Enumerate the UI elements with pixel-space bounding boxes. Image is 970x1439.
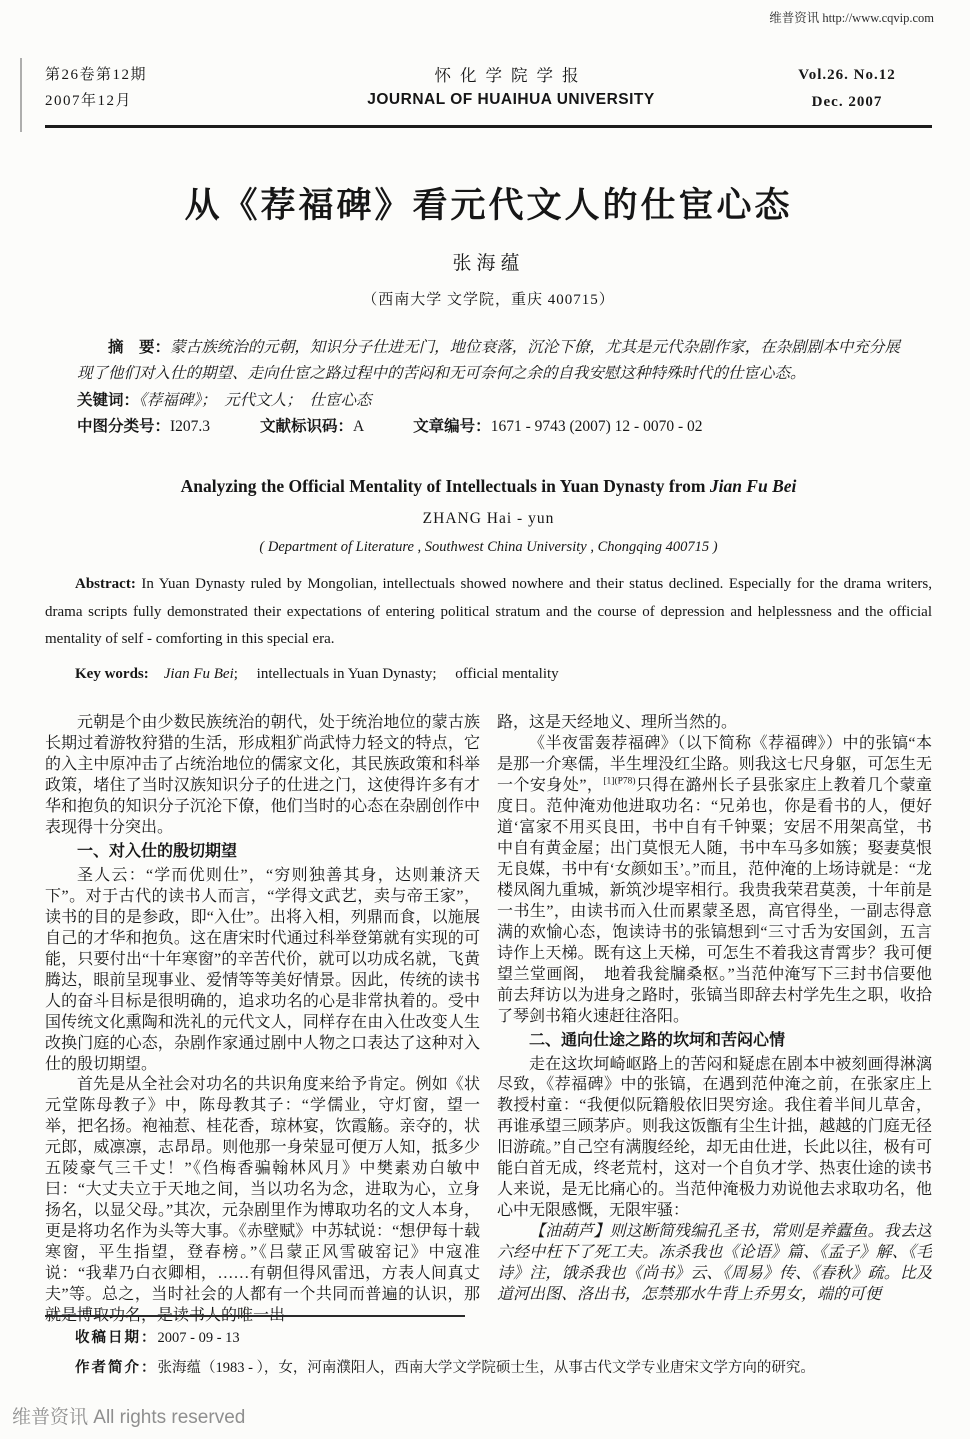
doc-code-label: 文献标识码： <box>259 418 353 436</box>
keywords-text: 《荐福碑》； 元代文人； 仕宦心态 <box>139 391 372 409</box>
clc-value: I207.3 <box>170 418 211 436</box>
article-body <box>45 713 932 1356</box>
chinese-abstract-block <box>77 335 900 440</box>
doc-code-value: A <box>352 418 364 436</box>
classification-line <box>77 414 900 440</box>
cqvip-watermark-top: 维普资讯 http://www.cqvip.com <box>769 11 934 25</box>
abstract-label: 摘 要： <box>108 339 171 356</box>
paragraph-intro: 元朝是个由少数民族统治的朝代，处于统治地位的蒙古族长期过着游牧狩猎的生活，形成粗犷尚武恃力轻文的特点，它的入主中原冲击了占统治地位的儒家文化，其民族政策和科举政策，堵住了当时汉族知识分子的仕进之门，这使得许多有才华和抱负的知识分子沉沦下僚，他们当时的心态在杂剧创作中表现得十分突出。 <box>45 714 480 837</box>
article-id-label: 文章编号： <box>413 418 491 436</box>
paragraph-text: 只得在潞州长子县张家庄上教着几个蒙童度日。范仲淹劝他进取功名：“兄弟也，你是看书的人，便好道‘富家不用买良田，书中自有千钟粟；安居不用架高堂，书中自有黄金屋；出门莫恨无人随，书中车马多如簇；娶妻莫恨无良媒，书中有‘女颜如玉’。”而且，范仲淹的上场诗就是：“龙楼凤阁九重城，新筑沙堤宰相行。我贵我荣君莫羡，十年前是一书生”，由读书而入仕而累蒙圣恩，高官得坐，一副志得意满的欢愉心态，饱读诗书的张镐想到“三寸舌为安国剑，五言诗作上天梯。既有这上天梯，可怎生不着我这青霄步？我可便望兰堂画阁， 地着我瓮牖桑枢。”当范仲淹写下三封书信要他前去拜访以为进身之路时，张镐当即辞去村学先生之职，收拾了琴剑书箱火速赶往洛阳。 <box>497 777 932 1025</box>
paragraph-continuation: 路，这是天经地义、理所当然的。 <box>497 714 738 732</box>
keywords-label: 关键词： <box>77 391 140 409</box>
section-heading-2: 二、通向仕途之路的坎坷和苦闷心情 <box>529 1031 786 1049</box>
english-affiliation: ( Department of Literature , Southwest China University , Chongqing 400715 ) <box>259 539 718 556</box>
footnote-rule <box>45 1315 465 1317</box>
cqvip-watermark-bottom: 维普资讯 All rights reserved <box>12 1407 246 1428</box>
paragraph: 首先是从全社会对功名的共识角度来给予肯定。例如《状元堂陈母教子》中，陈母教其子：“学儒业，守灯窗，望一举，把名扬。袍袖惹、桂花香，琼林宴，饮霞觞。亲夺的，状元郎，威凛凛，志昂昂。则他那一身荣显可便万人知，抵多少五陵豪气三千丈！”《㑇梅香骗翰林风月》中樊素劝白敏中曰：“大丈夫立于天地之间，当以功名为念，进取为心，立身扬名，以显父母。”其次，元杂剧里作为博取功名的文人本身，更是将功名作为头等大事。《赤壁赋》中苏轼说：“想伊每十载寒窗，平生指望，登春榜。”《吕蒙正风雪破窑记》中寇准说：“我辈乃白衣卿相，……有朝但得风雷迅，方表人间真丈夫”等。总之，当时社会的人都有一个共同而普遍的认识，那就是博取功名，是读书人的唯一出 <box>45 1076 480 1324</box>
journal-name-cn: 怀化学院学报 <box>434 66 588 85</box>
english-title <box>45 476 932 497</box>
citation-superscript: [1](P78) <box>603 776 636 787</box>
journal-issue-en: Vol.26. No.12 <box>798 67 896 83</box>
header-volume-block <box>762 62 932 116</box>
journal-issue-cn: 第26卷第12期 <box>45 67 148 83</box>
english-author: ZHANG Hai - yun <box>422 510 555 528</box>
abstract-paragraph <box>77 335 900 388</box>
english-meta-block <box>45 476 932 683</box>
paragraph: 圣人云：“学而优则仕”，“穷则独善其身，达则兼济天下”。对于古代的读书人而言，“学得文武艺，卖与帝王家”，读书的目的是参政，即“入仕”。出将入相，列鼎而食，以施展自己的才华和抱负。这在唐宋时代通过科举登第就有实现的可能，只要付出“十年寒窗”的辛苦代价，就可以功成名就，飞黄腾达，眼前呈现事业、爱情等等美好情景。因此，传统的读书人的奋斗目标是很明确的，追求功名的心是非常执着的。受中国传统文化熏陶和洗礼的元代文人，同样存在由入仕改变人生改换门庭的心态，杂剧作家通过剧中人物之口表达了这种对入仕的殷切期望。 <box>45 866 480 1073</box>
author-bio-text: 张海蕴（1983 - ），女，河南濮阳人，西南大学文学院硕士生，从事古代文学专业唐宋文学方向的研究。 <box>157 1360 815 1376</box>
author-bio-line <box>45 1356 932 1377</box>
page-footnotes <box>45 1315 932 1377</box>
abstract-text: 蒙古族统治的元朝，知识分子仕进无门，地位衰落，沉沦下僚，尤其是元代杂剧作家，在杂剧剧本中充分展现了他们对入仕的期望、走向仕宦之路过程中的苦闷和无可奈何之余的自我安慰这种特殊时代的仕宦心态。 <box>77 339 900 383</box>
section-heading-1: 一、对入仕的殷切期望 <box>77 842 238 860</box>
author-affiliation: （西南大学 文学院，重庆 400715） <box>362 292 615 308</box>
header-rule <box>45 125 932 128</box>
paragraph: 走在这坎坷崎岖路上的苦闷和疑虑在剧本中被刻画得淋漓尽致，《荐福碑》中的张镐，在遇到范仲淹之前，在张家庄上教授村童：“我便似阮籍般依旧哭穷途。我住着半间儿草舍，再谁承望三顾茅庐。则我这饭甑有尘生计拙，越越的门庭无径旧游疏。”自己空有满腹经纶，却无由仕进，长此以往，极有可能白首无成，终老荒村，这对一个自负才学、热衷仕途的读书人来说，是无比痛心的。当范仲淹极力劝说他去求取功名，他心中无限感慨，无限牢骚： <box>497 1055 932 1220</box>
left-column <box>45 713 480 1356</box>
header-journal-block <box>260 62 762 109</box>
clc-label: 中图分类号： <box>77 418 171 436</box>
scan-artifact-line <box>20 58 22 132</box>
keywords-line <box>77 388 900 414</box>
english-keywords-rest: ; intellectuals in Yuan Dynasty; official mentality <box>233 666 559 683</box>
english-title-text: Analyzing the Official Mentality of Intellectuals in Yuan Dynasty from <box>180 476 710 497</box>
journal-date-en: Dec. 2007 <box>811 94 883 110</box>
header-issue-block <box>45 62 260 115</box>
received-date-line <box>45 1326 932 1347</box>
paragraph <box>497 734 932 1027</box>
journal-date-cn: 2007年12月 <box>45 93 133 110</box>
english-title-italic: Jian Fu Bei <box>709 476 797 497</box>
received-date-label: 收稿日期： <box>75 1330 158 1346</box>
received-date-value: 2007 - 09 - 13 <box>157 1330 240 1346</box>
english-keywords <box>45 662 932 683</box>
journal-name-en: JOURNAL OF HUAIHUA UNIVERSITY <box>367 91 655 108</box>
paragraph-aria-quote: 【油葫芦】则这断简残编孔圣书，常则是养蠹鱼。我去这六经中枉下了死工夫。冻杀我也《论语》篇、《孟子》解、《毛诗》注，饿杀我也《尚书》云、《周易》传、《春秋》疏。比及道河出图、洛出书，怎禁那水牛背上乔男女，端的可便 <box>497 1223 932 1303</box>
english-abstract <box>45 571 932 653</box>
english-abstract-text: In Yuan Dynasty ruled by Mongolian, intellectuals showed nowhere and their status declined. Especially for the drama writers, drama scripts fully demonstrated their expectations of entering political stratum and the course of depression and helplessness and the official mentality of self - comforting in this special era. <box>45 576 933 647</box>
english-abstract-label: Abstract: <box>75 576 136 593</box>
right-column <box>497 713 932 1356</box>
author-bio-label: 作者简介： <box>75 1360 158 1376</box>
english-keywords-label: Key words: <box>75 666 149 683</box>
paragraph-text: 《半夜雷轰荐福碑》（以下简称《荐福碑》）中的张镐“本是那一介寒儒，半生埋没红尘路。则我这七尺身躯，可怎生无一个安身处”， <box>497 735 932 795</box>
english-keywords-italic: Jian Fu Bei <box>163 666 234 683</box>
journal-header <box>45 62 932 116</box>
article-title: 从《荐福碑》看元代文人的仕宦心态 <box>184 186 793 225</box>
article-id-value: 1671 - 9743 (2007) 12 - 0070 - 02 <box>490 418 703 436</box>
author-name: 张海蕴 <box>452 253 525 274</box>
